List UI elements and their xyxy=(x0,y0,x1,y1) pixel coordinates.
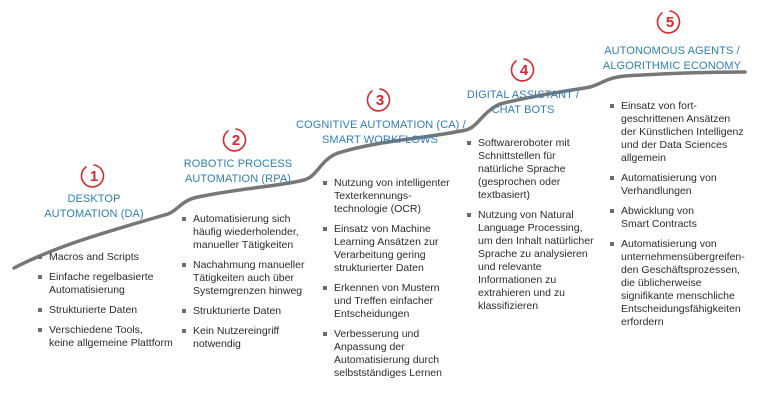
list-item: Nutzung von Natural Language Processing, um den Inhalt natürlicher Sprache zu analysieren und relevante Informationen zu extrahieren und zu klassifizieren xyxy=(466,209,606,313)
list-item: Einsatz von Machine Learning Ansätzen zur Verarbeitung gering strukturierter Daten xyxy=(322,223,464,275)
stage-1-list xyxy=(37,251,187,357)
list-item: Nachahmung manueller Tätigkeiten auch über Systemgrenzen hinweg xyxy=(181,259,321,298)
list-item: Einsatz von fort- geschrittenen Ansätzen der Künstlichen Intelligenz und der Data Sciences allgemein xyxy=(609,100,767,165)
stage-2-list xyxy=(181,213,321,358)
list-item: Kein Nutzereingriff notwendig xyxy=(181,325,321,351)
stage-5-title: AUTONOMOUS AGENTS / ALGORITHMIC ECONOMY xyxy=(602,45,742,72)
step-4-number: 4 xyxy=(519,61,529,79)
step-2-number: 2 xyxy=(231,131,241,149)
step-2-badge xyxy=(222,126,250,154)
step-3-badge xyxy=(366,86,394,114)
stage-1-title: DESKTOP AUTOMATION (DA) xyxy=(44,193,144,220)
list-item: Automatisierung sich häufig wiederholender, manueller Tätigkeiten xyxy=(181,213,321,252)
list-item: Nutzung von intelligenter Texterkennungs- technologie (OCR) xyxy=(322,177,464,216)
stage-4-list xyxy=(466,137,606,320)
list-item: Softwareroboter mit Schnittstellen für natürliche Sprache (gesprochen oder textbasiert) xyxy=(466,137,606,202)
step-3-number: 3 xyxy=(375,91,385,109)
step-1-number: 1 xyxy=(89,167,99,185)
step-5-badge xyxy=(656,8,684,36)
stage-3-title: COGNITIVE AUTOMATION (CA) / SMART WORKFLOWS xyxy=(296,119,466,146)
step-5-number: 5 xyxy=(665,13,675,31)
stage-3-list xyxy=(322,177,464,387)
stage-2-title: ROBOTIC PROCESS AUTOMATION (RPA) xyxy=(183,158,293,185)
list-item: Verschiedene Tools, keine allgemeine Plattform xyxy=(37,324,187,350)
list-item: Automatisierung von unternehmensübergreifen- den Geschäftsprozessen, die üblicherweise signifikante menschliche Entscheidungsfähigkeiten erfordern xyxy=(609,238,767,329)
list-item: Automatisierung von Verhandlungen xyxy=(609,172,767,198)
list-item: Macros and Scripts xyxy=(37,251,187,264)
step-4-badge xyxy=(510,56,538,84)
stage-4-title: DIGITAL ASSISTANT / CHAT BOTS xyxy=(466,89,580,116)
list-item: Erkennen von Mustern und Treffen einfacher Entscheidungen xyxy=(322,282,464,321)
list-item: Abwicklung von Smart Contracts xyxy=(609,205,767,231)
list-item: Einfache regelbasierte Automatisierung xyxy=(37,271,187,297)
list-item: Strukturierte Daten xyxy=(37,304,187,317)
list-item: Strukturierte Daten xyxy=(181,305,321,318)
list-item: Verbesserung und Anpassung der Automatisierung durch selbstständiges Lernen xyxy=(322,328,464,380)
stage-5-list xyxy=(609,100,767,336)
step-1-badge xyxy=(80,162,108,190)
